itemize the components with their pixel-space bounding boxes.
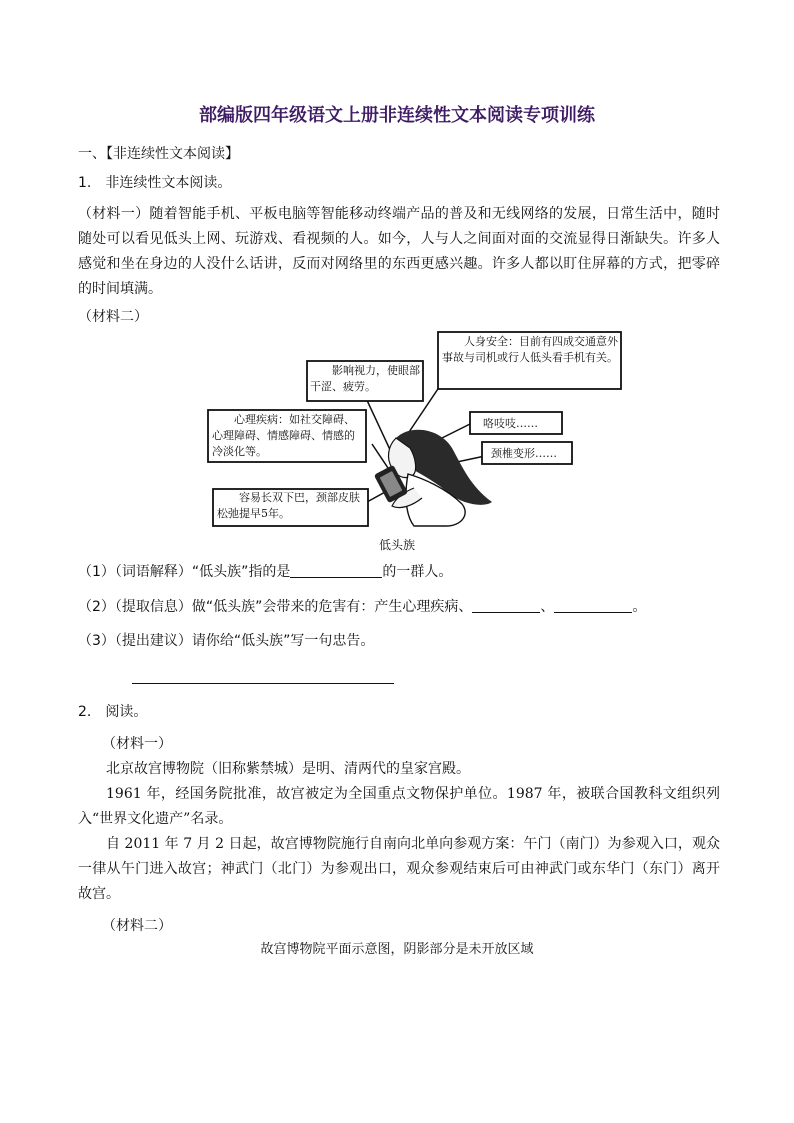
q2-paragraph-2: 1961 年，经国务院批准，故宫被定为全国重点文物保护单位。1987 年，被联合国教科文组织列入“世界文化遗产”名录。 xyxy=(78,786,720,827)
page-title: 部编版四年级语文上册非连续性文本阅读专项训练 xyxy=(199,105,595,126)
bubble-mental-text: 心理疾病：如社交障碍、心理障碍、情感障碍、情感的冷淡化等。 xyxy=(212,413,355,458)
answer-blank-2a[interactable] xyxy=(472,598,540,613)
subquestion-2 xyxy=(78,598,646,616)
illustration-caption: 低头族 xyxy=(378,538,415,552)
question-2-heading: 2. 阅读。 xyxy=(78,704,148,720)
material-1-text xyxy=(78,202,720,302)
subquestion-1-prefix: （1）（词语解释）“低头族”指的是 xyxy=(78,564,291,580)
bubble-chin-text: 容易长双下巴，颈部皮肤松弛提早5年。 xyxy=(217,491,360,520)
answer-blank-1[interactable] xyxy=(290,563,382,578)
material-2-label: （材料二） xyxy=(78,309,148,325)
q2-paragraph-3: 自 2011 年 7 月 2 日起，故宫博物院施行自南向北单向参观方案：午门（南门）为参观入口，观众一律从午门进入故宫；神武门（北门）为参观出口，观众参观结束后可由神武门或东华门（东门）离开故宫。 xyxy=(78,836,720,902)
q2-material-2-label: （材料二） xyxy=(102,918,172,934)
subquestion-2-prefix: （2）（提取信息）做“低头族”会带来的危害有：产生心理疾病、 xyxy=(78,599,473,615)
answer-blank-2b[interactable] xyxy=(554,598,632,613)
phone-user-illustration xyxy=(200,326,630,532)
q2-map-caption: 故宫博物院平面示意图，阴影部分是未开放区域 xyxy=(260,942,534,957)
bubble-vision-text: 影响视力，使眼部干涩、疲劳。 xyxy=(310,364,420,393)
q2-material-1-label: （材料一） xyxy=(102,736,172,752)
q2-paragraph-1: 北京故宫博物院（旧称紫禁城）是明、清两代的皇家宫殿。 xyxy=(106,761,470,777)
bubble-cough-text: 咯吱吱…… xyxy=(483,417,538,430)
subquestion-1 xyxy=(78,563,452,581)
answer-line-3[interactable] xyxy=(132,683,394,684)
q2-material-1-text xyxy=(78,757,720,907)
section-heading: 一、【非连续性文本阅读】 xyxy=(78,146,239,162)
bubble-safety-text: 人身安全：目前有四成交通意外事故与司机或行人低头看手机有关。 xyxy=(442,335,618,364)
subquestion-3: （3）（提出建议）请你给“低头族”写一句忠告。 xyxy=(78,633,375,649)
material-1-paragraph: （材料一）随着智能手机、平板电脑等智能移动终端产品的普及和无线网络的发展，日常生活中，随时随处可以看见低头上网、玩游戏、看视频的人。如今，人与人之间面对面的交流显得日渐缺失。许多人感觉和坐在身边的人没什么话讲，反而对网络里的东西更感兴趣。许多人都以盯住屏幕的方式，把零碎的时间填满。 xyxy=(78,206,720,297)
question-1-heading: 1. 非连续性文本阅读。 xyxy=(78,175,232,191)
subquestion-2-suffix: 。 xyxy=(632,599,647,615)
subquestion-2-mid: 、 xyxy=(540,599,555,615)
subquestion-1-suffix: 的一群人。 xyxy=(382,564,453,580)
bubble-neck-text: 颈椎变形…… xyxy=(491,447,557,460)
